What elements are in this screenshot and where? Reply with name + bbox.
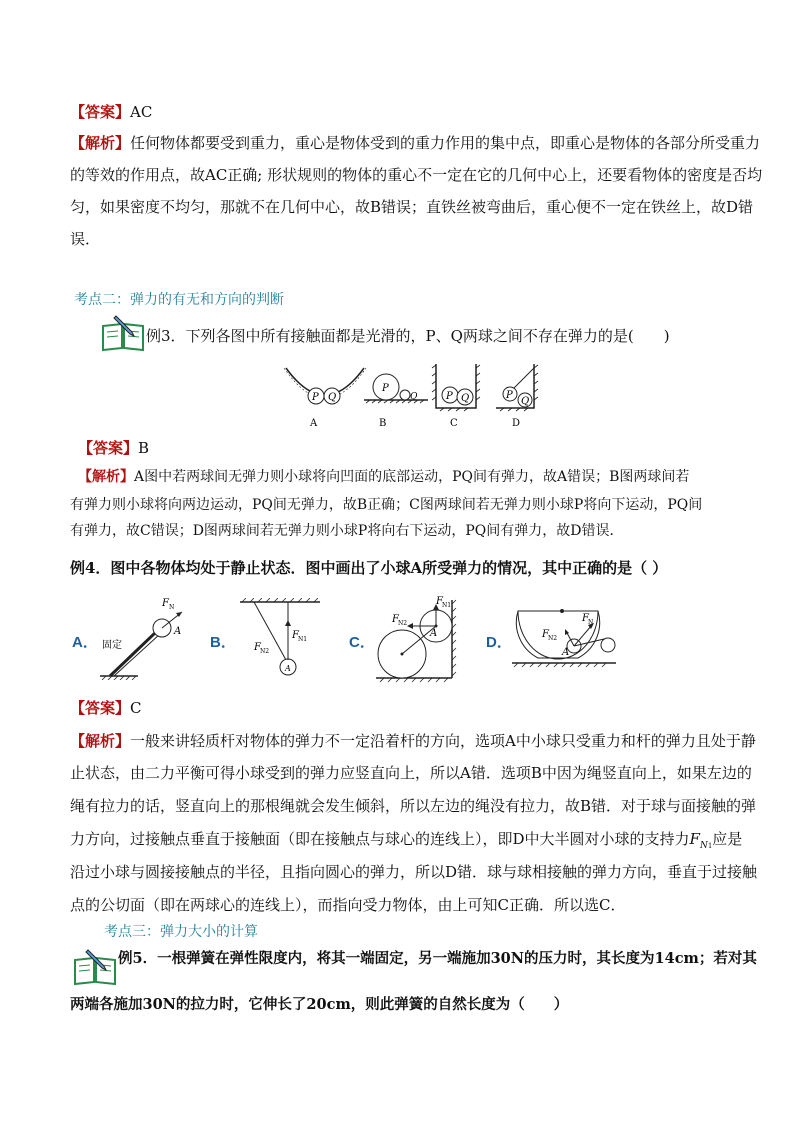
ex4-analysis-line: 沿过小球与圆接接触点的半径，且指向圆心的弹力，所以D错．球与球相接触的弹力方向，垂直于过接触 (70, 863, 758, 881)
analysis-text: 应是 (712, 830, 743, 848)
force-label: F (292, 630, 299, 641)
force-sub: N2 (548, 635, 558, 642)
answer-value: C (130, 699, 142, 717)
option-d-label: D． (486, 634, 512, 651)
ex3-figure (280, 360, 550, 434)
force-label: F (582, 613, 589, 624)
answer-tag: 【答案】 (70, 103, 131, 121)
example-5-question-line2: 两端各施加30N的拉力时，它伸长了20cm，则此弹簧的自然长度为（ ） (70, 996, 569, 1013)
analysis-tag: 【解析】 (78, 469, 134, 485)
analysis-line: 的等效的作用点，故AC正确; 形状规则的物体的重心不一定在它的几何中心上，还要看物体的密度是否均 (70, 166, 763, 184)
ex4-figure-b (236, 598, 326, 684)
ex4-figure-a (98, 592, 198, 684)
ex4-analysis-line (70, 730, 756, 751)
force-label: F (162, 598, 169, 609)
force-sub: N (588, 619, 594, 626)
analysis-text: 一般来讲轻质杆对物体的弹力不一定沿着杆的方向，选项A中小球只受重力和杆的弹力且处于静 (130, 732, 756, 750)
label-p: P (446, 391, 453, 402)
option-b-label: B． (210, 634, 236, 651)
ex3-figure-svg (280, 360, 550, 430)
force-label: F (392, 614, 399, 625)
answer-value: AC (130, 103, 153, 121)
label-d: D (512, 418, 521, 429)
fixed-label: 固定 (102, 640, 122, 651)
analysis-line: 匀，如果密度不均匀，那就不在几何中心，故B错误；直铁丝被弯曲后，重心便不一定在铁丝上，故D错 (70, 198, 754, 216)
label-a: A (310, 418, 318, 429)
ex4-analysis-line (70, 828, 742, 851)
force-sub: N2 (398, 620, 408, 627)
label-p: P (506, 390, 513, 401)
label-p: P (382, 383, 389, 394)
analysis-tag: 【解析】 (70, 732, 131, 750)
force-sub: N1 (298, 636, 308, 643)
force-label: F (436, 596, 443, 607)
section-title: 考点二：弹力的有无和方向的判断 (74, 292, 284, 308)
label-q: Q (521, 396, 530, 407)
ex3-analysis-line: 有弹力则小球将向两边运动，PQ间无弹力，故B正确；C图两球间若无弹力则小球P将向下运动，PQ间 (70, 497, 703, 513)
answer-line (70, 101, 152, 122)
ex4-analysis-line: 绳有拉力的话，竖直向上的那根绳就会发生倾斜，所以左边的绳没有拉力，故B错．对于球与面接触的弹 (70, 797, 757, 815)
ex4-figure-d (508, 605, 620, 673)
force-label: F (542, 629, 549, 640)
section-title: 考点三：弹力大小的计算 (104, 924, 258, 940)
option-c-label: C． (349, 634, 375, 651)
force-symbol: F (689, 830, 700, 848)
example-book-icon (100, 314, 146, 352)
label-p: P (312, 392, 319, 403)
ex4-analysis-line: 点的公切面（即在两球心的连线上），而指向受力物体，由上可知C正确．所以选C． (70, 896, 626, 914)
ex4-answer-line (70, 697, 142, 718)
force-sub-n: N (699, 841, 708, 851)
analysis-text: 力方向，过接触点垂直于接触面（即在接触点与球心的连线上），即D中大半圆对小球的支持力 (70, 830, 690, 848)
force-sub: N (169, 604, 175, 611)
label-q: Q (328, 392, 337, 403)
answer-value: B (138, 439, 150, 457)
analysis-text: 任何物体都要受到重力，重心是物体受到的重力作用的集中点，即重心是物体的各部分所受重力 (130, 134, 761, 152)
ex4-figure-c (374, 594, 464, 688)
ex3-analysis-line: 有弹力，故C错误；D图两球间若无弹力则小球P将向右下运动，PQ间有弹力，故D错误． (70, 523, 624, 539)
example-3-question: 例3．下列各图中所有接触面都是光滑的，P、Q两球之间不存在弹力的是( ) (146, 327, 670, 345)
answer-tag: 【答案】 (70, 699, 131, 717)
ball-label: A (430, 628, 438, 639)
ball-label: A (174, 626, 182, 637)
option-a-label: A． (72, 634, 98, 651)
ex4-analysis-line: 止状态，由二力平衡可得小球受到的弹力应竖直向上，所以A错．选项B中因为绳竖直向上，如果左边的 (70, 764, 752, 782)
force-sub-1: 1 (707, 842, 713, 850)
analysis-text: A图中若两球间无弹力则小球将向凹面的底部运动，PQ间有弹力，故A错误；B图两球间若 (134, 469, 690, 485)
ball-q (400, 390, 410, 400)
example-book-icon (72, 948, 118, 986)
ball-label: A (562, 647, 570, 658)
analysis-line: 误． (70, 230, 101, 248)
force-subscript (700, 841, 712, 851)
ball-label: A (285, 664, 291, 673)
label-b: B (379, 418, 387, 429)
label-q: Q (410, 392, 418, 402)
example-5-question-line1: 例5．一根弹簧在弹性限度内，将其一端固定，另一端施加30N的压力时，其长度为14cm；若对其 (118, 950, 757, 967)
ex3-analysis-line (78, 466, 689, 486)
analysis-tag: 【解析】 (70, 134, 131, 152)
answer-tag: 【答案】 (78, 439, 139, 457)
force-sub: N1 (442, 602, 452, 609)
label-q: Q (461, 393, 470, 404)
label-c: C (450, 418, 458, 429)
analysis-line (70, 132, 760, 153)
force-label: F (254, 642, 261, 653)
force-sub: N2 (260, 648, 270, 655)
ex3-answer-line (78, 437, 149, 458)
example-4-question: 例4．图中各物体均处于静止状态．图中画出了小球A所受弹力的情况，其中正确的是（ ） (70, 559, 668, 577)
